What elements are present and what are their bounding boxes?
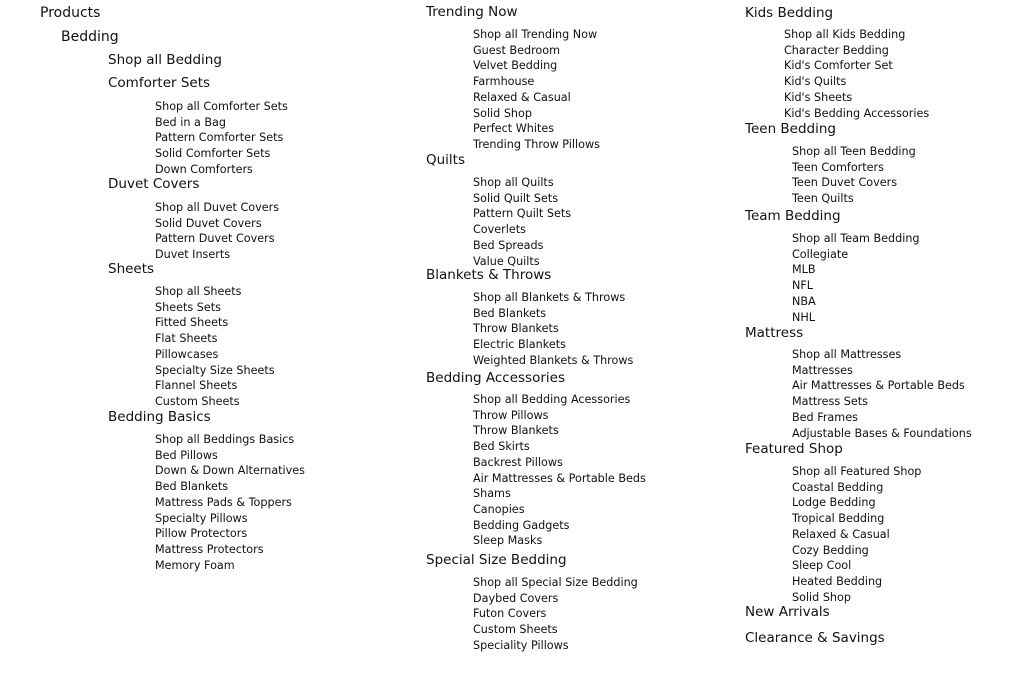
menu-link[interactable]: Electric Blankets bbox=[473, 338, 566, 352]
menu-link[interactable]: Lodge Bedding bbox=[792, 496, 876, 510]
menu-link[interactable]: Velvet Bedding bbox=[473, 59, 558, 73]
menu-link[interactable]: Value Quilts bbox=[473, 254, 540, 268]
menu-link[interactable]: Relaxed & Casual bbox=[473, 90, 571, 104]
category-heading[interactable]: Special Size Bedding bbox=[426, 552, 567, 568]
category-heading[interactable]: Team Bedding bbox=[745, 208, 841, 224]
menu-link[interactable]: Collegiate bbox=[792, 247, 849, 261]
menu-link[interactable]: Teen Duvet Covers bbox=[792, 176, 898, 190]
menu-link[interactable]: Pattern Comforter Sets bbox=[155, 131, 284, 145]
menu-link[interactable]: Canopies bbox=[473, 502, 525, 516]
menu-link[interactable]: Kid's Bedding Accessories bbox=[784, 106, 930, 120]
menu-link[interactable]: Sleep Masks bbox=[473, 534, 543, 548]
menu-link[interactable]: Mattress Protectors bbox=[155, 542, 264, 556]
menu-link[interactable]: Solid Comforter Sets bbox=[155, 147, 271, 161]
category-heading[interactable]: Bedding Accessories bbox=[426, 370, 565, 386]
category-heading[interactable]: Mattress bbox=[745, 325, 804, 341]
menu-link[interactable]: NBA bbox=[792, 294, 816, 308]
menu-link[interactable]: Specialty Pillows bbox=[155, 511, 248, 525]
menu-link[interactable]: Speciality Pillows bbox=[473, 638, 569, 652]
menu-link[interactable]: Sleep Cool bbox=[792, 559, 852, 573]
category-heading[interactable]: New Arrivals bbox=[745, 604, 830, 620]
category-heading[interactable]: Shop all Bedding bbox=[108, 52, 222, 68]
menu-link[interactable]: Solid Shop bbox=[473, 106, 532, 120]
menu-link[interactable]: Coverlets bbox=[473, 223, 526, 237]
menu-link[interactable]: Bed Blankets bbox=[473, 306, 547, 320]
category-heading[interactable]: Trending Now bbox=[426, 4, 518, 20]
menu-link[interactable]: NFL bbox=[792, 279, 814, 293]
menu-link[interactable]: Kid's Comforter Set bbox=[784, 59, 893, 73]
menu-link[interactable]: MLB bbox=[792, 263, 816, 277]
menu-link[interactable]: Flannel Sheets bbox=[155, 379, 238, 393]
menu-link[interactable]: Shop all Duvet Covers bbox=[155, 201, 280, 214]
menu-link[interactable]: Shop all Bedding Acessories bbox=[473, 393, 631, 406]
menu-link[interactable]: Adjustable Bases & Foundations bbox=[792, 426, 972, 440]
menu-link[interactable]: Teen Comforters bbox=[792, 160, 884, 174]
category-heading[interactable]: Blankets & Throws bbox=[426, 267, 552, 283]
menu-link[interactable]: Tropical Bedding bbox=[792, 512, 885, 526]
menu-link[interactable]: Solid Duvet Covers bbox=[155, 216, 262, 230]
root-title[interactable]: Products bbox=[40, 5, 101, 21]
menu-link[interactable]: Shop all Trending Now bbox=[473, 28, 598, 41]
menu-link[interactable]: Guest Bedroom bbox=[473, 43, 561, 57]
menu-link[interactable]: Backrest Pillows bbox=[473, 455, 563, 469]
menu-link[interactable]: Trending Throw Pillows bbox=[473, 137, 600, 151]
menu-link[interactable]: Futon Covers bbox=[473, 607, 547, 621]
menu-link[interactable]: Memory Foam bbox=[155, 558, 235, 572]
menu-link[interactable]: Shams bbox=[473, 487, 511, 501]
menu-link[interactable]: Throw Blankets bbox=[473, 322, 559, 336]
menu-link[interactable]: Bed Pillows bbox=[155, 448, 218, 462]
menu-link[interactable]: Fitted Sheets bbox=[155, 316, 229, 330]
menu-link[interactable]: Sheets Sets bbox=[155, 300, 221, 314]
menu-link[interactable]: Shop all Quilts bbox=[473, 176, 554, 189]
menu-link[interactable]: Character Bedding bbox=[784, 43, 889, 57]
menu-link[interactable]: Mattresses bbox=[792, 363, 853, 377]
category-heading[interactable]: Comforter Sets bbox=[108, 75, 211, 91]
category-heading[interactable]: Sheets bbox=[108, 261, 155, 277]
menu-link[interactable]: Solid Shop bbox=[792, 590, 851, 604]
menu-link[interactable]: Farmhouse bbox=[473, 75, 535, 89]
menu-link[interactable]: Shop all Blankets & Throws bbox=[473, 291, 626, 304]
menu-link[interactable]: Solid Quilt Sets bbox=[473, 191, 559, 205]
menu-link[interactable]: Shop all Special Size Bedding bbox=[473, 576, 638, 589]
menu-link[interactable]: Bed Spreads bbox=[473, 238, 544, 252]
category-heading[interactable]: Kids Bedding bbox=[745, 5, 834, 21]
menu-link[interactable]: Kid's Sheets bbox=[784, 90, 853, 104]
menu-link[interactable]: Weighted Blankets & Throws bbox=[473, 353, 634, 367]
menu-link[interactable]: Cozy Bedding bbox=[792, 543, 869, 557]
menu-link[interactable]: Shop all Kids Bedding bbox=[784, 28, 906, 41]
menu-link[interactable]: Bed Skirts bbox=[473, 440, 530, 454]
menu-link[interactable]: Pillow Protectors bbox=[155, 527, 248, 541]
menu-link[interactable]: Teen Quilts bbox=[792, 192, 854, 206]
menu-link[interactable]: Custom Sheets bbox=[473, 623, 558, 637]
menu-link[interactable]: Shop all Featured Shop bbox=[792, 465, 922, 478]
menu-link[interactable]: Shop all Sheets bbox=[155, 285, 242, 298]
category-heading[interactable]: Teen Bedding bbox=[745, 121, 836, 137]
menu-link[interactable]: Coastal Bedding bbox=[792, 480, 884, 494]
menu-link[interactable]: Throw Pillows bbox=[473, 408, 549, 422]
menu-link[interactable]: Bed Frames bbox=[792, 410, 858, 424]
menu-link[interactable]: Kid's Quilts bbox=[784, 75, 847, 89]
department-title[interactable]: Bedding bbox=[61, 29, 119, 45]
menu-link[interactable]: Shop all Team Bedding bbox=[792, 232, 920, 245]
menu-link[interactable]: Air Mattresses & Portable Beds bbox=[473, 471, 646, 485]
category-heading[interactable]: Bedding Basics bbox=[108, 409, 211, 425]
menu-link[interactable]: Pattern Quilt Sets bbox=[473, 207, 572, 221]
menu-link[interactable]: Mattress Sets bbox=[792, 395, 868, 409]
menu-link[interactable]: Air Mattresses & Portable Beds bbox=[792, 379, 965, 393]
menu-link[interactable]: Bed in a Bag bbox=[155, 115, 227, 129]
menu-link[interactable]: NHL bbox=[792, 310, 816, 324]
menu-link[interactable]: Perfect Whites bbox=[473, 122, 555, 136]
menu-link[interactable]: Down Comforters bbox=[155, 162, 253, 176]
menu-link[interactable]: Shop all Comforter Sets bbox=[155, 100, 288, 113]
menu-link[interactable]: Bedding Gadgets bbox=[473, 518, 570, 532]
menu-link[interactable]: Pillowcases bbox=[155, 347, 219, 361]
menu-link[interactable]: Mattress Pads & Toppers bbox=[155, 495, 292, 509]
menu-link[interactable]: Bed Blankets bbox=[155, 480, 229, 494]
menu-link[interactable]: Custom Sheets bbox=[155, 394, 240, 408]
menu-link[interactable]: Daybed Covers bbox=[473, 591, 559, 605]
menu-link[interactable]: Throw Blankets bbox=[473, 424, 559, 438]
menu-link[interactable]: Shop all Mattresses bbox=[792, 348, 902, 361]
category-heading[interactable]: Quilts bbox=[426, 152, 466, 168]
menu-link[interactable]: Pattern Duvet Covers bbox=[155, 232, 275, 246]
category-heading[interactable]: Featured Shop bbox=[745, 441, 843, 457]
menu-link[interactable]: Flat Sheets bbox=[155, 332, 218, 346]
menu-link[interactable]: Down & Down Alternatives bbox=[155, 464, 305, 478]
category-heading[interactable]: Duvet Covers bbox=[108, 176, 200, 192]
menu-link[interactable]: Specialty Size Sheets bbox=[155, 363, 275, 377]
menu-link[interactable]: Relaxed & Casual bbox=[792, 527, 890, 541]
category-heading[interactable]: Clearance & Savings bbox=[745, 630, 885, 646]
menu-link[interactable]: Duvet Inserts bbox=[155, 248, 231, 262]
menu-link[interactable]: Shop all Teen Bedding bbox=[792, 145, 916, 158]
menu-link[interactable]: Heated Bedding bbox=[792, 574, 883, 588]
menu-link[interactable]: Shop all Beddings Basics bbox=[155, 433, 295, 446]
